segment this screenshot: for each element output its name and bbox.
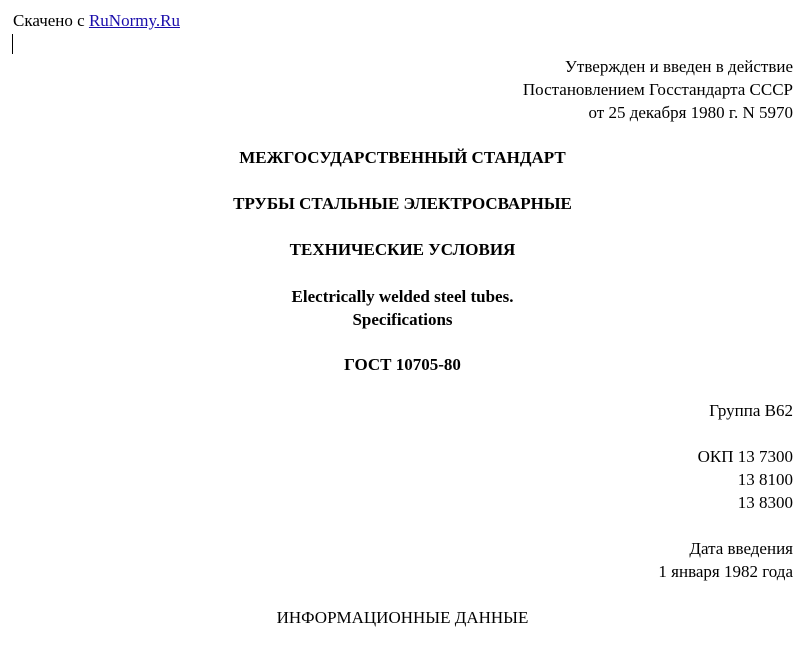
standard-type: МЕЖГОСУДАРСТВЕННЫЙ СТАНДАРТ bbox=[239, 148, 566, 167]
standard-subtitle: ТЕХНИЧЕСКИЕ УСЛОВИЯ bbox=[289, 240, 516, 259]
approval-line-2: Постановлением Госстандарта СССР bbox=[522, 80, 793, 99]
approval-line-3: от 25 декабря 1980 г. N 5970 bbox=[588, 103, 793, 122]
standard-title: ТРУБЫ СТАЛЬНЫЕ ЭЛЕКТРОСВАРНЫЕ bbox=[233, 194, 572, 213]
introduction-date-value: 1 января 1982 года bbox=[658, 562, 793, 581]
source-line bbox=[13, 9, 180, 32]
introduction-date-block bbox=[658, 537, 793, 583]
standard-code: ГОСТ 10705-80 bbox=[344, 355, 461, 374]
english-title-line-2: Specifications bbox=[352, 310, 453, 329]
approval-block bbox=[523, 55, 793, 124]
text-caret bbox=[12, 34, 13, 54]
english-title bbox=[0, 285, 799, 331]
okp-code-3: 13 8300 bbox=[737, 493, 793, 512]
info-section-title: ИНФОРМАЦИОННЫЕ ДАННЫЕ bbox=[276, 608, 529, 627]
okp-codes bbox=[698, 445, 793, 514]
okp-code-1: ОКП 13 7300 bbox=[697, 447, 793, 466]
english-title-line-1: Electrically welded steel tubes. bbox=[291, 287, 514, 306]
source-prefix: Скачено с bbox=[13, 11, 89, 30]
approval-line-1: Утвержден и введен в действие bbox=[564, 57, 793, 76]
introduction-date-label: Дата введения bbox=[689, 539, 793, 558]
okp-code-2: 13 8100 bbox=[737, 470, 793, 489]
source-link[interactable]: RuNormy.Ru bbox=[88, 11, 180, 30]
group-code: Группа В62 bbox=[709, 401, 793, 420]
